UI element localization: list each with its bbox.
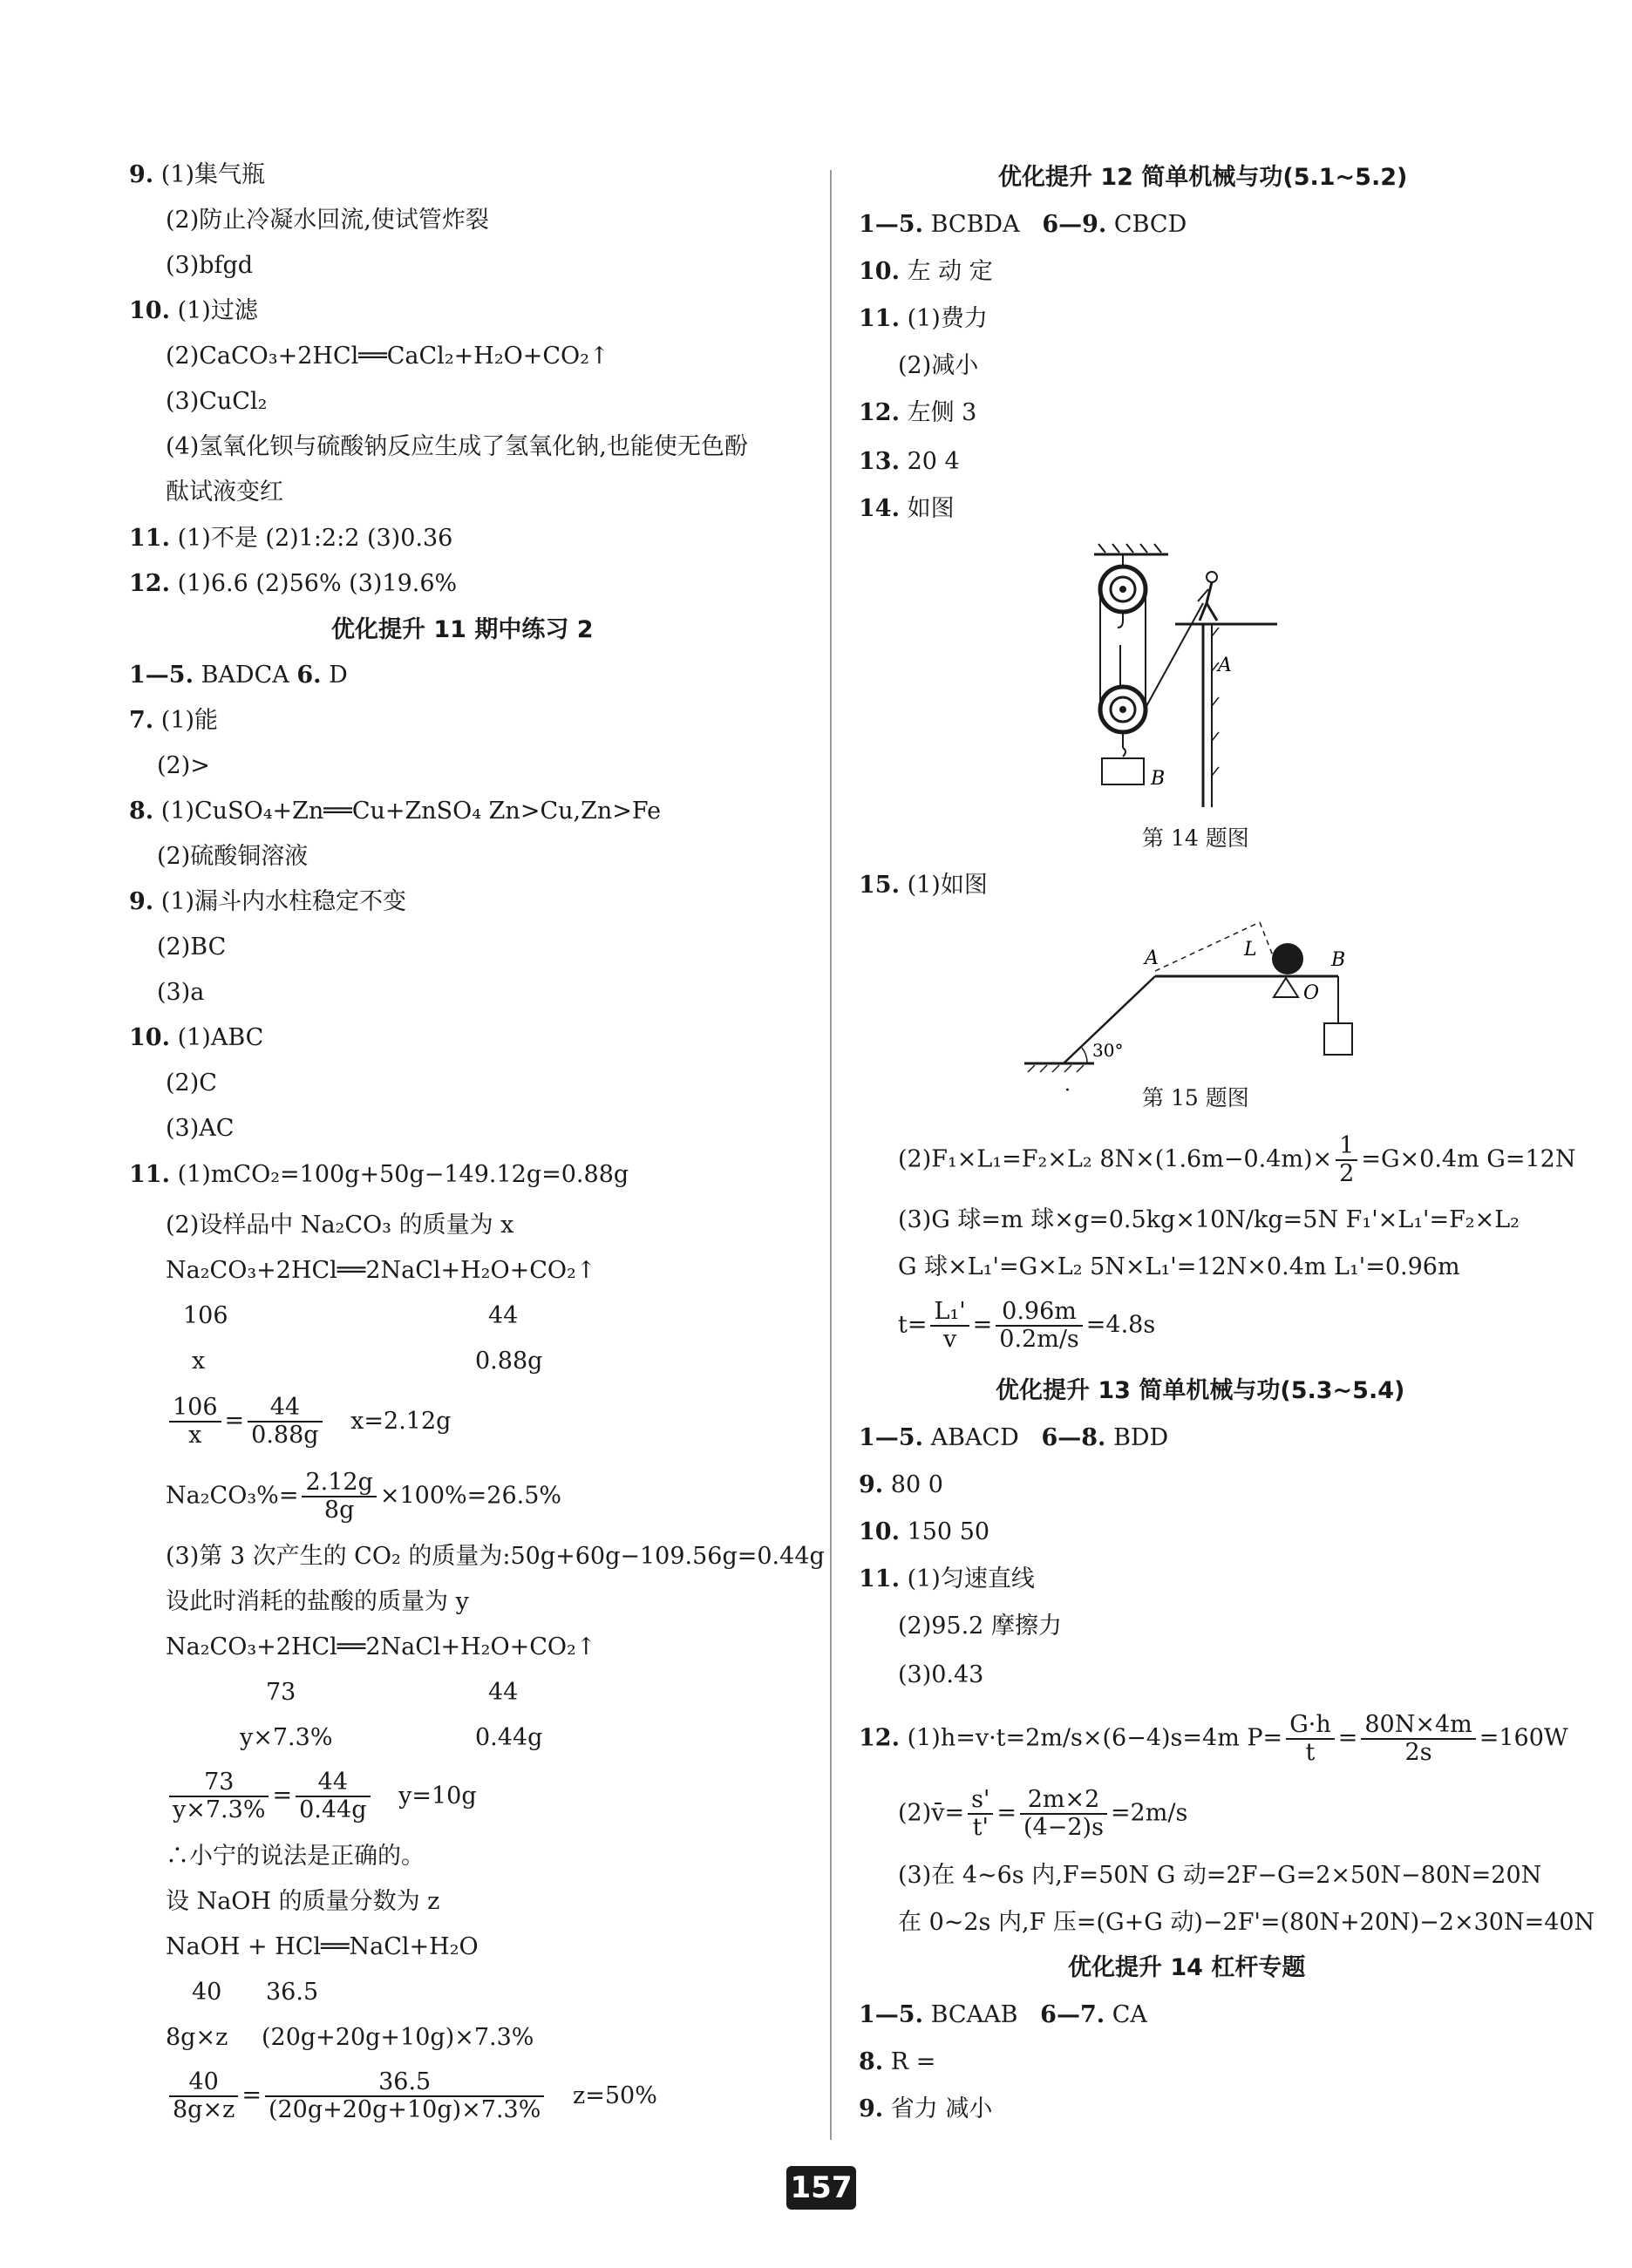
- q15-right-line3: (3)G 球=m 球×g=0.5kg×10N/kg=5N F₁'×L₁'=F₂×L₂: [898, 1206, 1520, 1233]
- fig15-angle: 30°: [1092, 1040, 1124, 1061]
- q10b-line3: (3)AC: [166, 1115, 235, 1142]
- q12b-right-line3: (3)在 4~6s 内,F=50N G 动=2F−G=2×50N−80N=20N: [898, 1862, 1542, 1889]
- q10-line2: (2)CaCO₃+2HCl══CaCl₂+H₂O+CO₂↑: [166, 343, 609, 370]
- q11b-ratio2: $\frac{73}{y\times 7.3\%}$ = $\frac{44}{0.44g}$ y=10g: [166, 1769, 477, 1823]
- mc-answers-11: 1—5. BADCA 6. D: [129, 662, 348, 689]
- q9-line2: (2)防止冷凝水回流,使试管炸裂: [166, 207, 489, 234]
- q9-line3: (3)bfgd: [166, 252, 254, 279]
- fig15-label-A: A: [1145, 947, 1159, 969]
- q8-line1: 8. (1)CuSO₄+Zn══Cu+ZnSO₄ Zn>Cu,Zn>Fe: [129, 798, 662, 825]
- q11b-line5: 设 NaOH 的质量分数为 z: [166, 1888, 440, 1915]
- fig15-label-L: L: [1244, 939, 1257, 961]
- q11b-mass4: 44: [488, 1679, 519, 1706]
- q11-right-line2: (2)减小: [898, 352, 979, 379]
- section-title-13: 优化提升 13 简单机械与功(5.3~5.4): [996, 1377, 1405, 1404]
- q7-line1: 7. (1)能: [129, 707, 219, 734]
- q11b-var6: (20g+20g+10g)×7.3%: [262, 2024, 534, 2051]
- q11b-equation3: NaOH + HCl══NaCl+H₂O: [166, 1933, 479, 1960]
- q11b-conclusion: ∴小宁的说法是正确的。: [166, 1843, 425, 1870]
- q15-right-line2: (2)F₁×L₁=F₂×L₂ 8N×(1.6m−0.4m)× $\frac{1}{2}$ =G×0.4m G=12N: [898, 1132, 1576, 1187]
- fig14-label-B: B: [1151, 768, 1166, 790]
- q15-right-line5: t= $\frac{\text{L₁'}}{v}$ = $\frac{0.96m}{0.2m/s}$ =4.8s: [898, 1298, 1156, 1353]
- q10-right: 10. 左 动 定: [859, 258, 993, 285]
- q11b-var3: y×7.3%: [240, 1724, 333, 1751]
- section-title-11: 优化提升 11 期中练习 2: [331, 616, 594, 643]
- q10b-line2: (2)C: [166, 1069, 217, 1097]
- fig14-label-A: A: [1218, 655, 1232, 676]
- caption-14: 第 14 题图: [1142, 825, 1249, 851]
- mc-answers-12: 1—5. BCBDA 6—9. CBCD: [859, 211, 1187, 238]
- q11b-right-line2: (2)95.2 摩擦力: [898, 1613, 1062, 1640]
- q14-right: 14. 如图: [859, 495, 955, 522]
- q9-line1: 9. (1)集气瓶: [129, 161, 266, 188]
- q7-line2: (2)>: [157, 752, 210, 779]
- q11b-var1: x: [192, 1348, 206, 1375]
- q12-line: 12. (1)6.6 (2)56% (3)19.6%: [129, 570, 458, 597]
- q13-right: 13. 20 4: [859, 448, 960, 475]
- q9b-right: 9. 省力 减小: [859, 2095, 993, 2122]
- q15-right-line4: G 球×L₁'=G×L₂ 5N×L₁'=12N×0.4m L₁'=0.96m: [898, 1253, 1460, 1280]
- q9-right: 9. 80 0: [859, 1471, 943, 1498]
- caption-15: 第 15 题图: [1142, 1085, 1249, 1110]
- q10-line3: (3)CuCl₂: [166, 388, 268, 415]
- q11b-ratio3: $\frac{40}{8g\times z}$ = $\frac{36.5}{(20g+20g+10g)\times 7.3\%}$ z=50%: [166, 2069, 657, 2123]
- q8-right: 8. R =: [859, 2048, 936, 2075]
- mc-answers-14: 1—5. BCAAB 6—7. CA: [859, 2001, 1147, 2028]
- q12b-right-line1: 12. (1)h=v·t=2m/s×(6−4)s=4m P= $\frac{G\cdot h}{t}$ = $\frac{80N\times 4m}{2s}$ =160W: [859, 1711, 1568, 1766]
- q11b-right-line3: (3)0.43: [898, 1661, 984, 1688]
- q15-right-line1: 15. (1)如图: [859, 872, 988, 899]
- mc-answers-13: 1—5. ABACD 6—8. BDD: [859, 1424, 1169, 1451]
- fig15-label-O: O: [1303, 982, 1320, 1004]
- q11b-mass2: 44: [488, 1302, 519, 1329]
- q10b-right: 10. 150 50: [859, 1518, 990, 1545]
- q11b-mass3: 73: [266, 1679, 296, 1706]
- q10-line4: (4)氢氧化钡与硫酸钠反应生成了氢氧化钠,也能使无色酚: [166, 433, 748, 460]
- q9b-line2: (2)BC: [157, 934, 227, 961]
- q10b-line1: 10. (1)ABC: [129, 1024, 264, 1051]
- q9b-line3: (3)a: [157, 979, 205, 1006]
- q11b-line2: (2)设样品中 Na₂CO₃ 的质量为 x: [166, 1212, 514, 1239]
- lever-figure: [1016, 915, 1382, 1098]
- q11b-equation1: Na₂CO₃+2HCl══2NaCl+H₂O+CO₂↑: [166, 1257, 596, 1284]
- q11b-percent: Na₂CO₃%= $\frac{2.12g}{8g}$ ×100%=26.5%: [166, 1469, 562, 1524]
- pulley-figure: [1081, 540, 1290, 819]
- q12b-right-line4: 在 0~2s 内,F 压=(G+G 动)−2F'=(80N+20N)−2×30N=40N: [898, 1909, 1595, 1936]
- q11b-mass5: 40: [192, 1979, 222, 2006]
- q8-line2: (2)硫酸铜溶液: [157, 843, 309, 870]
- q11-line: 11. (1)不是 (2)1:2:2 (3)0.36: [129, 525, 453, 552]
- q11b-var4: 0.44g: [475, 1724, 543, 1751]
- q11b-equation2: Na₂CO₃+2HCl══2NaCl+H₂O+CO₂↑: [166, 1633, 596, 1660]
- q11b-mass1: 106: [183, 1302, 228, 1329]
- section-title-12: 优化提升 12 简单机械与功(5.1~5.2): [998, 164, 1408, 191]
- section-title-14: 优化提升 14 杠杆专题: [1068, 1954, 1306, 1981]
- q11b-line3: (3)第 3 次产生的 CO₂ 的质量为:50g+60g−109.56g=0.44g: [166, 1543, 825, 1570]
- q11-right-line1: 11. (1)费力: [859, 305, 988, 332]
- column-divider: [830, 170, 832, 2140]
- q11b-line4: 设此时消耗的盐酸的质量为 y: [166, 1588, 469, 1615]
- fig15-dot: ·: [1064, 1080, 1071, 1098]
- q10-line1: 10. (1)过滤: [129, 297, 258, 324]
- q10-line5: 酞试液变红: [166, 479, 283, 506]
- q11b-ratio1: $\frac{106}{x}$ = $\frac{44}{0.88g}$ x=2.12g: [166, 1395, 451, 1449]
- q11b-var2: 0.88g: [475, 1348, 543, 1375]
- q11b-mass6: 36.5: [266, 1979, 319, 2006]
- fig15-label-B: B: [1331, 949, 1346, 971]
- page-number: 157: [786, 2166, 856, 2210]
- q12-right: 12. 左侧 3: [859, 399, 977, 426]
- q11b-line1: 11. (1)mCO₂=100g+50g−149.12g=0.88g: [129, 1161, 629, 1188]
- q11b-right-line1: 11. (1)匀速直线: [859, 1565, 1035, 1592]
- q12b-right-line2: (2)v̄= $\frac{s'}{t'}$ = $\frac{2m\times 2}{(4-2)s}$ =2m/s: [898, 1786, 1188, 1841]
- q9b-line1: 9. (1)漏斗内水柱稳定不变: [129, 888, 407, 915]
- q11b-var5: 8g×z: [166, 2024, 228, 2051]
